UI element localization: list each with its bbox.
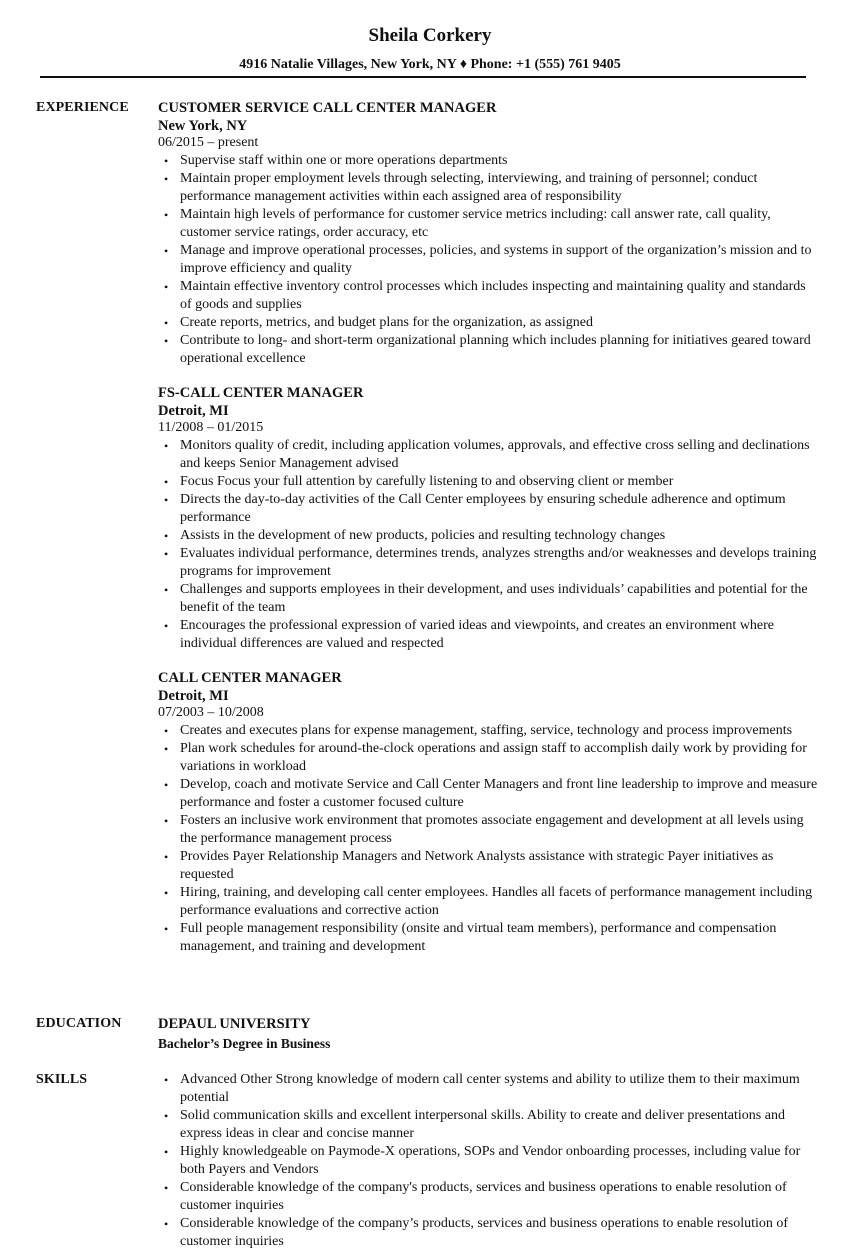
bullet-item: • Develop, coach and motivate Service and Call Center Managers and front line leadership to improve and measure performance and foster a customer focused culture xyxy=(180,776,818,812)
bullet-item: • Encourages the professional expression of varied ideas and viewpoints, and creates an environment where individual differences are valued and respected xyxy=(180,617,818,653)
bullet-item: • Create reports, metrics, and budget plans for the organization, as assigned xyxy=(180,314,818,332)
job-title: CUSTOMER SERVICE CALL CENTER MANAGER xyxy=(158,100,497,116)
bullet-item: • Hiring, training, and developing call center employees. Handles all facets of performance management including performance evaluations and corrective action xyxy=(180,884,818,920)
job-bullets xyxy=(158,152,818,368)
bullet-item: • Provides Payer Relationship Managers and Network Analysts assistance with strategic Payer initiatives as requested xyxy=(180,848,818,884)
skill-item: • Advanced Other Strong knowledge of modern call center systems and ability to utilize them to their maximum potential xyxy=(180,1071,818,1107)
bullet-item: • Contribute to long- and short-term organizational planning which includes planning for initiatives geared toward operational excellence xyxy=(180,332,818,368)
bullet-item: • Maintain high levels of performance for customer service metrics including: call answer rate, call quality, customer service ratings, order accuracy, etc xyxy=(180,206,818,242)
skill-item: • Solid communication skills and excellent interpersonal skills. Ability to create and deliver presentations and express ideas in clear and concise manner xyxy=(180,1107,818,1143)
bullet-item: • Monitors quality of credit, including application volumes, approvals, and effective cross selling and declinations and keeps Senior Management advised xyxy=(180,437,818,473)
job-location: New York, NY xyxy=(158,118,248,134)
section-label-experience: EXPERIENCE xyxy=(36,100,129,115)
section-label-education: EDUCATION xyxy=(36,1016,122,1031)
bullet-item: • Focus Focus your full attention by carefully listening to and observing client or member xyxy=(180,473,818,491)
bullet-item: • Challenges and supports employees in their development, and uses individuals’ capabilities and potential for the benefit of the team xyxy=(180,581,818,617)
resume-header xyxy=(0,24,860,74)
contact-line: 4916 Natalie Villages, New York, NY ♦ Phone: +1 (555) 761 9405 xyxy=(239,57,621,72)
skill-item: • Considerable knowledge of the company’s products, services and business operations to enable resolution of customer inquiries xyxy=(180,1215,818,1251)
skill-item: • Considerable knowledge of the company's products, services and business operations to enable resolution of customer inquiries xyxy=(180,1179,818,1215)
job-location: Detroit, MI xyxy=(158,688,229,704)
bullet-item: • Evaluates individual performance, determines trends, analyzes strengths and/or weaknesses and develops training programs for improvement xyxy=(180,545,818,581)
bullet-item: • Supervise staff within one or more operations departments xyxy=(180,152,818,170)
job-dates: 06/2015 – present xyxy=(158,135,259,150)
section-label-skills: SKILLS xyxy=(36,1072,88,1087)
skills-list xyxy=(158,1071,818,1251)
header-divider xyxy=(40,76,806,78)
job-bullets xyxy=(158,722,818,956)
bullet-item: • Assists in the development of new products, policies and resulting technology changes xyxy=(180,527,818,545)
bullet-item: • Full people management responsibility (onsite and virtual team members), performance and compensation management, and training and development xyxy=(180,920,818,956)
bullet-item: • Maintain proper employment levels through selecting, interviewing, and training of personnel; conduct performance management activities within each assigned area of responsibility xyxy=(180,170,818,206)
job-title: CALL CENTER MANAGER xyxy=(158,670,342,686)
education-degree: Bachelor’s Degree in Business xyxy=(158,1036,331,1051)
job-bullets xyxy=(158,437,818,653)
bullet-item: • Directs the day-to-day activities of the Call Center employees by ensuring schedule adherence and optimum performance xyxy=(180,491,818,527)
skill-item: • Highly knowledgeable on Paymode-X operations, SOPs and Vendor onboarding processes, including value for both Payers and Vendors xyxy=(180,1143,818,1179)
job-location: Detroit, MI xyxy=(158,403,229,419)
bullet-item: • Manage and improve operational processes, policies, and systems in support of the organization’s mission and to improve efficiency and quality xyxy=(180,242,818,278)
job-title: FS-CALL CENTER MANAGER xyxy=(158,385,364,401)
job-dates: 07/2003 – 10/2008 xyxy=(158,705,264,720)
bullet-item: • Fosters an inclusive work environment that promotes associate engagement and development at all levels using the performance management process xyxy=(180,812,818,848)
bullet-item: • Creates and executes plans for expense management, staffing, service, technology and process improvements xyxy=(180,722,818,740)
job-dates: 11/2008 – 01/2015 xyxy=(158,420,264,435)
candidate-name: Sheila Corkery xyxy=(368,25,492,46)
job-entry xyxy=(158,384,818,653)
job-entry xyxy=(158,99,818,368)
education-school: DEPAUL UNIVERSITY xyxy=(158,1016,311,1032)
job-entry xyxy=(158,669,818,956)
bullet-item: • Plan work schedules for around-the-clock operations and assign staff to accomplish daily work by providing for variations in workload xyxy=(180,740,818,776)
bullet-item: • Maintain effective inventory control processes which includes inspecting and maintaining quality and standards of goods and supplies xyxy=(180,278,818,314)
